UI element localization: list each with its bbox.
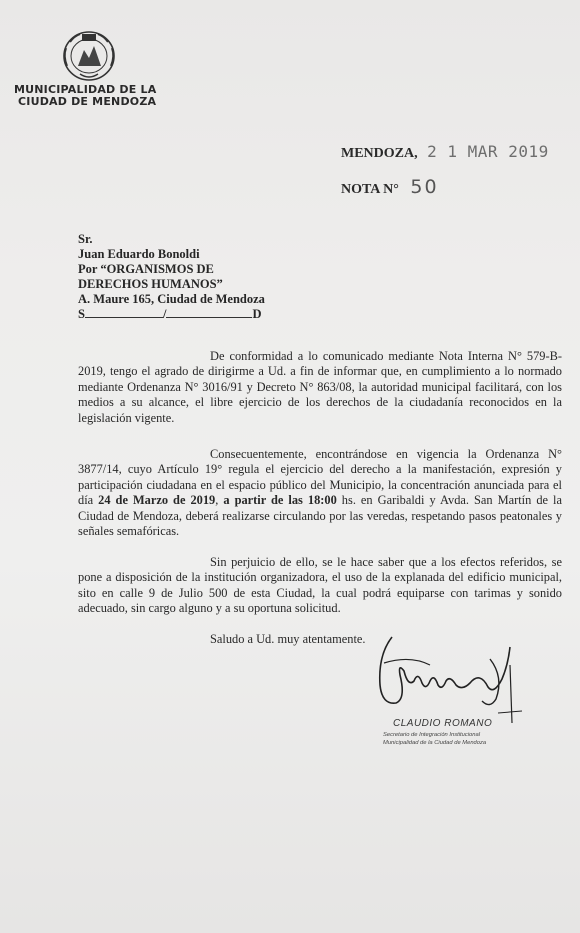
paragraph-1 (78, 349, 562, 426)
paragraph-3 (78, 555, 562, 617)
institution-line1: MUNICIPALIDAD DE LA (14, 83, 157, 96)
event-date: 24 de Marzo de 2019 (98, 493, 216, 508)
paragraph-2 (78, 447, 562, 539)
d-label: D (252, 307, 262, 321)
place-label: MENDOZA, (341, 146, 418, 161)
paragraph-3-text: Sin perjuicio de ello, se le hace saber que a los efectos referidos, se pone a disposición de la institución organizadora, el uso de la explanada del edificio municipal, sito en calle 9 de Julio 500 de esta Ciudad, la cual podrá equiparse con tarimas y sonido adecuado, sin cargo alguno y a su oportuna solicitud. (78, 555, 562, 616)
recipient-name: Juan Eduardo Bonoldi (78, 247, 200, 261)
s-label: S (78, 307, 85, 321)
s-d-line (78, 307, 338, 322)
paragraph-2-text-c: hs. en Garibaldi y Avda. San Martín de la Ciudad de Mendoza, deberá realizarse circulando por las veredas, respetando pasos peatonales y señales semafóricas. (78, 493, 562, 539)
institution-heading (14, 84, 174, 108)
city-seal-icon (60, 28, 118, 84)
recipient-org-line2: DERECHOS HUMANOS” (78, 277, 223, 291)
recipient-org-line1: Por “ORGANISMOS DE (78, 262, 214, 276)
recipient-salutation: Sr. (78, 232, 93, 246)
slash: / (162, 307, 167, 321)
blank-rule (166, 307, 252, 318)
event-time: a partir de las 18:00 (223, 493, 337, 508)
closing-greeting: Saludo a Ud. muy atentamente. (210, 632, 366, 646)
signatory-role-line1: Secretario de Integración Institucional (383, 732, 480, 738)
recipient-address: A. Maure 165, Ciudad de Mendoza (78, 292, 265, 306)
date-stamp: 2 1 MAR 2019 (427, 142, 549, 161)
paragraph-1-text: De conformidad a lo comunicado mediante Nota Interna N° 579-B-2019, tengo el agrado de dirigirme a Ud. a fin de informar que, en cumplimiento a lo normado mediante Ordenanza N° 3016/91 y Decreto N° 863/08, la autoridad municipal facilitará, con los medios a su alcance, el libre ejercicio de los derechos de la ciudadanía reconocidos en la legislación vigente. (78, 349, 562, 425)
handwritten-signature (370, 625, 530, 725)
signatory-role-line2: Municipalidad de la Ciudad de Mendoza (383, 740, 487, 746)
nota-line (341, 176, 439, 198)
paragraph-2-text-a: Consecuentemente, encontrándose en vigencia la Ordenanza N° 3877/14, cuyo Artículo 19° regula el ejercicio del derecho a la manifestación, expresión y participación ciudadana en el espacio público del Municipio, la concentración anunciada para el día (78, 447, 562, 508)
signatory-name: CLAUDIO ROMANO (393, 718, 493, 729)
recipient-block (78, 232, 338, 322)
nota-number: 50 (410, 176, 439, 198)
signatory-role (383, 731, 486, 747)
blank-rule (85, 307, 163, 318)
date-line (341, 142, 549, 162)
paragraph-2-text-b: , (215, 493, 224, 508)
institution-line2: CIUDAD DE MENDOZA (18, 95, 157, 108)
nota-label: NOTA N° (341, 182, 399, 197)
